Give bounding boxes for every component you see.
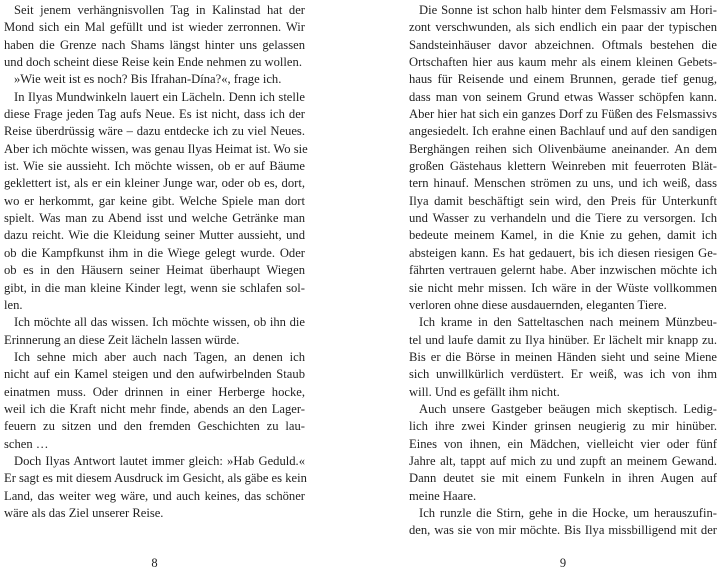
text-line: angesiedelt. Ich erahne einen Bachlauf und auf den sandigen — [409, 124, 717, 139]
text-line: ist. Wie sie aussieht. Ich möchte wissen, ob er auf Bäume — [4, 159, 305, 174]
text-line: Ich runzle die Stirn, gehe in die Hocke, um herauszufin- — [419, 505, 717, 520]
text-line: ob es in den Häusern seiner Heimat überhaupt Wiegen — [4, 263, 305, 278]
text-line: Mond sich ein Mal gefüllt und ist wieder zerronnen. Wir — [4, 20, 305, 35]
text-line: Seit jenem verhängnisvollen Tag in Kalinstad hat der — [14, 3, 305, 17]
page-left-text-column — [4, 2, 308, 522]
text-line: In Ilyas Mundwinkeln lauert ein Lächeln. Denn ich stelle — [14, 89, 305, 104]
text-line: »Wie weit ist es noch? Bis Ifrahan-Dína?«, frage ich. — [14, 72, 282, 87]
text-line: gibt, in die man kleine Kinder legt, wenn sie schlafen sol- — [4, 280, 305, 295]
text-line: Ilya damit beschäftigt sein wird, den Preis für Unterkunft — [409, 193, 717, 208]
text-line: Jahre alt, tappt auf mich zu und zupft an meinem Gewand. — [409, 453, 717, 468]
text-line: meine Haare. — [409, 488, 477, 503]
text-line: nicht auf ein Kamel steigen und den aufwirbelnden Staub — [4, 367, 305, 382]
text-line: dazu reicht. Wie die Kleidung seiner Mutter aussieht, und — [4, 228, 305, 243]
text-line: absteigen kann. Es hat gedauert, bis ich diesen riesigen Ge- — [409, 245, 717, 260]
text-line: dass man von seinem Grund etwas Wasser schöpfen kann. — [409, 89, 717, 104]
text-line: wo er herkommt, gar keine gibt. Welche Spiele man dort — [4, 193, 305, 208]
text-line: diese Frage jeden Tag aufs Neue. Es ist nicht, dass ich der — [4, 107, 305, 122]
text-line: weil ich die Kraft nicht mehr finde, abends an den Lager- — [4, 401, 305, 416]
text-line: Auch unsere Gastgeber beäugen mich skeptisch. Ledig- — [419, 401, 717, 416]
text-line: und doch scheint diese Reise kein Ende nehmen zu wollen. — [4, 55, 302, 70]
text-line: Ich sehne mich aber auch nach Tagen, an denen ich — [14, 349, 305, 364]
text-line: den, was sie von mir möchte. Bis Ilya missbilligend mit der — [409, 523, 717, 538]
text-line: Reise überdrüssig wäre – dazu entdecke ich zu viel Neues. — [4, 124, 305, 139]
text-line: schen … — [4, 436, 49, 451]
text-line: Ich krame in den Satteltaschen nach meinem Münzbeu- — [419, 315, 717, 330]
text-line: Sandsteinhäuser davor abzeichnen. Oftmals bestehen die — [409, 37, 717, 52]
text-line: bedeute meinem Kamel, in die Knie zu gehen, damit ich — [409, 228, 717, 243]
text-line: lich ihre zwei Kinder grinsen neugierig zu mir hinüber. — [409, 419, 717, 434]
text-line: ob die Kampfkunst ihm in die Wiege gelegt wurde. Oder — [4, 245, 305, 260]
text-line: großen Gästehaus klettern Weinreben mit feuerroten Blät- — [409, 159, 717, 174]
text-line: tel und laufe damit zu Ilya hinüber. Er lächelt mir knapp zu. — [409, 332, 717, 347]
text-line: will. Und es gefällt ihm nicht. — [409, 384, 560, 399]
text-line: Doch Ilyas Antwort lautet immer gleich: »Hab Geduld.« — [14, 453, 305, 468]
text-line: Er sagt es mit diesem Ausdruck im Gesicht, als gäbe es kein — [4, 471, 307, 486]
text-line: zont verschwunden, als sich endlich ein paar der typischen — [409, 20, 717, 35]
text-line: Eines von ihnen, ein Mädchen, vielleicht vier oder fünf — [409, 436, 717, 451]
text-line: Ortschaften hier aus kaum mehr als einem kleinen Gebets- — [409, 55, 717, 70]
text-line: Dann deutet sie mit einem Funkeln in ihren Augen auf — [409, 471, 717, 486]
text-line: tern hinauf. Menschen strömen zu uns, und ich weiß, dass — [409, 176, 717, 191]
text-line: spielt. Was man zu Abend isst und welche Getränke man — [4, 211, 305, 226]
text-line: len. — [4, 297, 23, 312]
text-line: Ich möchte all das wissen. Ich möchte wissen, ob ihn die — [14, 315, 305, 330]
text-line: sie nicht mehr missen. Ich wäre in der Wüste vollkommen — [409, 280, 717, 295]
text-line: Erinnerung an diese Zeit lächeln lassen würde. — [4, 332, 240, 347]
text-line: Bis er die Börse in meinen Händen sieht und seine Miene — [409, 349, 717, 364]
text-line: Aber hier hat sich ein ganzes Dorf zu Füßen des Felsmassivs — [409, 107, 717, 122]
text-line: einatmen muss. Oder drinnen in einer Herberge hocke, — [4, 384, 305, 399]
text-line: Die Sonne ist schon halb hinter dem Felsmassiv am Hori- — [419, 3, 717, 17]
text-line: fährten vertrauen gelernt habe. Aber inzwischen möchte ich — [409, 263, 717, 278]
page-number-right: 9 — [559, 556, 567, 570]
text-line: Land, das weiter weg wäre, und auch keines, das schöner — [4, 488, 305, 503]
text-line: verloren ohne diese ausdauernden, eleganten Tiere. — [409, 297, 667, 312]
text-line: Berghängen reihen sich Olivenbäume aneinander. An dem — [409, 141, 717, 156]
text-line: und Wasser zu verhandeln und die Tiere zu versorgen. Ich — [409, 211, 717, 226]
page-right-text-column — [409, 2, 717, 540]
text-line: feuern zu sitzen und den fremden Geschichten zu lau- — [4, 419, 305, 434]
page-number-left: 8 — [151, 556, 158, 570]
text-line: haben die Grenze nach Shams längst hinter uns gelassen — [4, 37, 305, 52]
text-line: Aber ich möchte wissen, was genau Ilyas Heimat ist. Wo sie — [4, 141, 308, 156]
text-line: geklettert ist, als er ein kleiner Junge war, oder ob es, dort, — [4, 176, 305, 191]
text-line: wäre als das Ziel unserer Reise. — [4, 505, 164, 520]
text-line: sich unwillkürlich verdüstert. Er weiß, was ich von ihm — [409, 367, 717, 382]
text-line: haus für Reisende und einem Brunnen, gerade tief genug, — [409, 72, 717, 87]
